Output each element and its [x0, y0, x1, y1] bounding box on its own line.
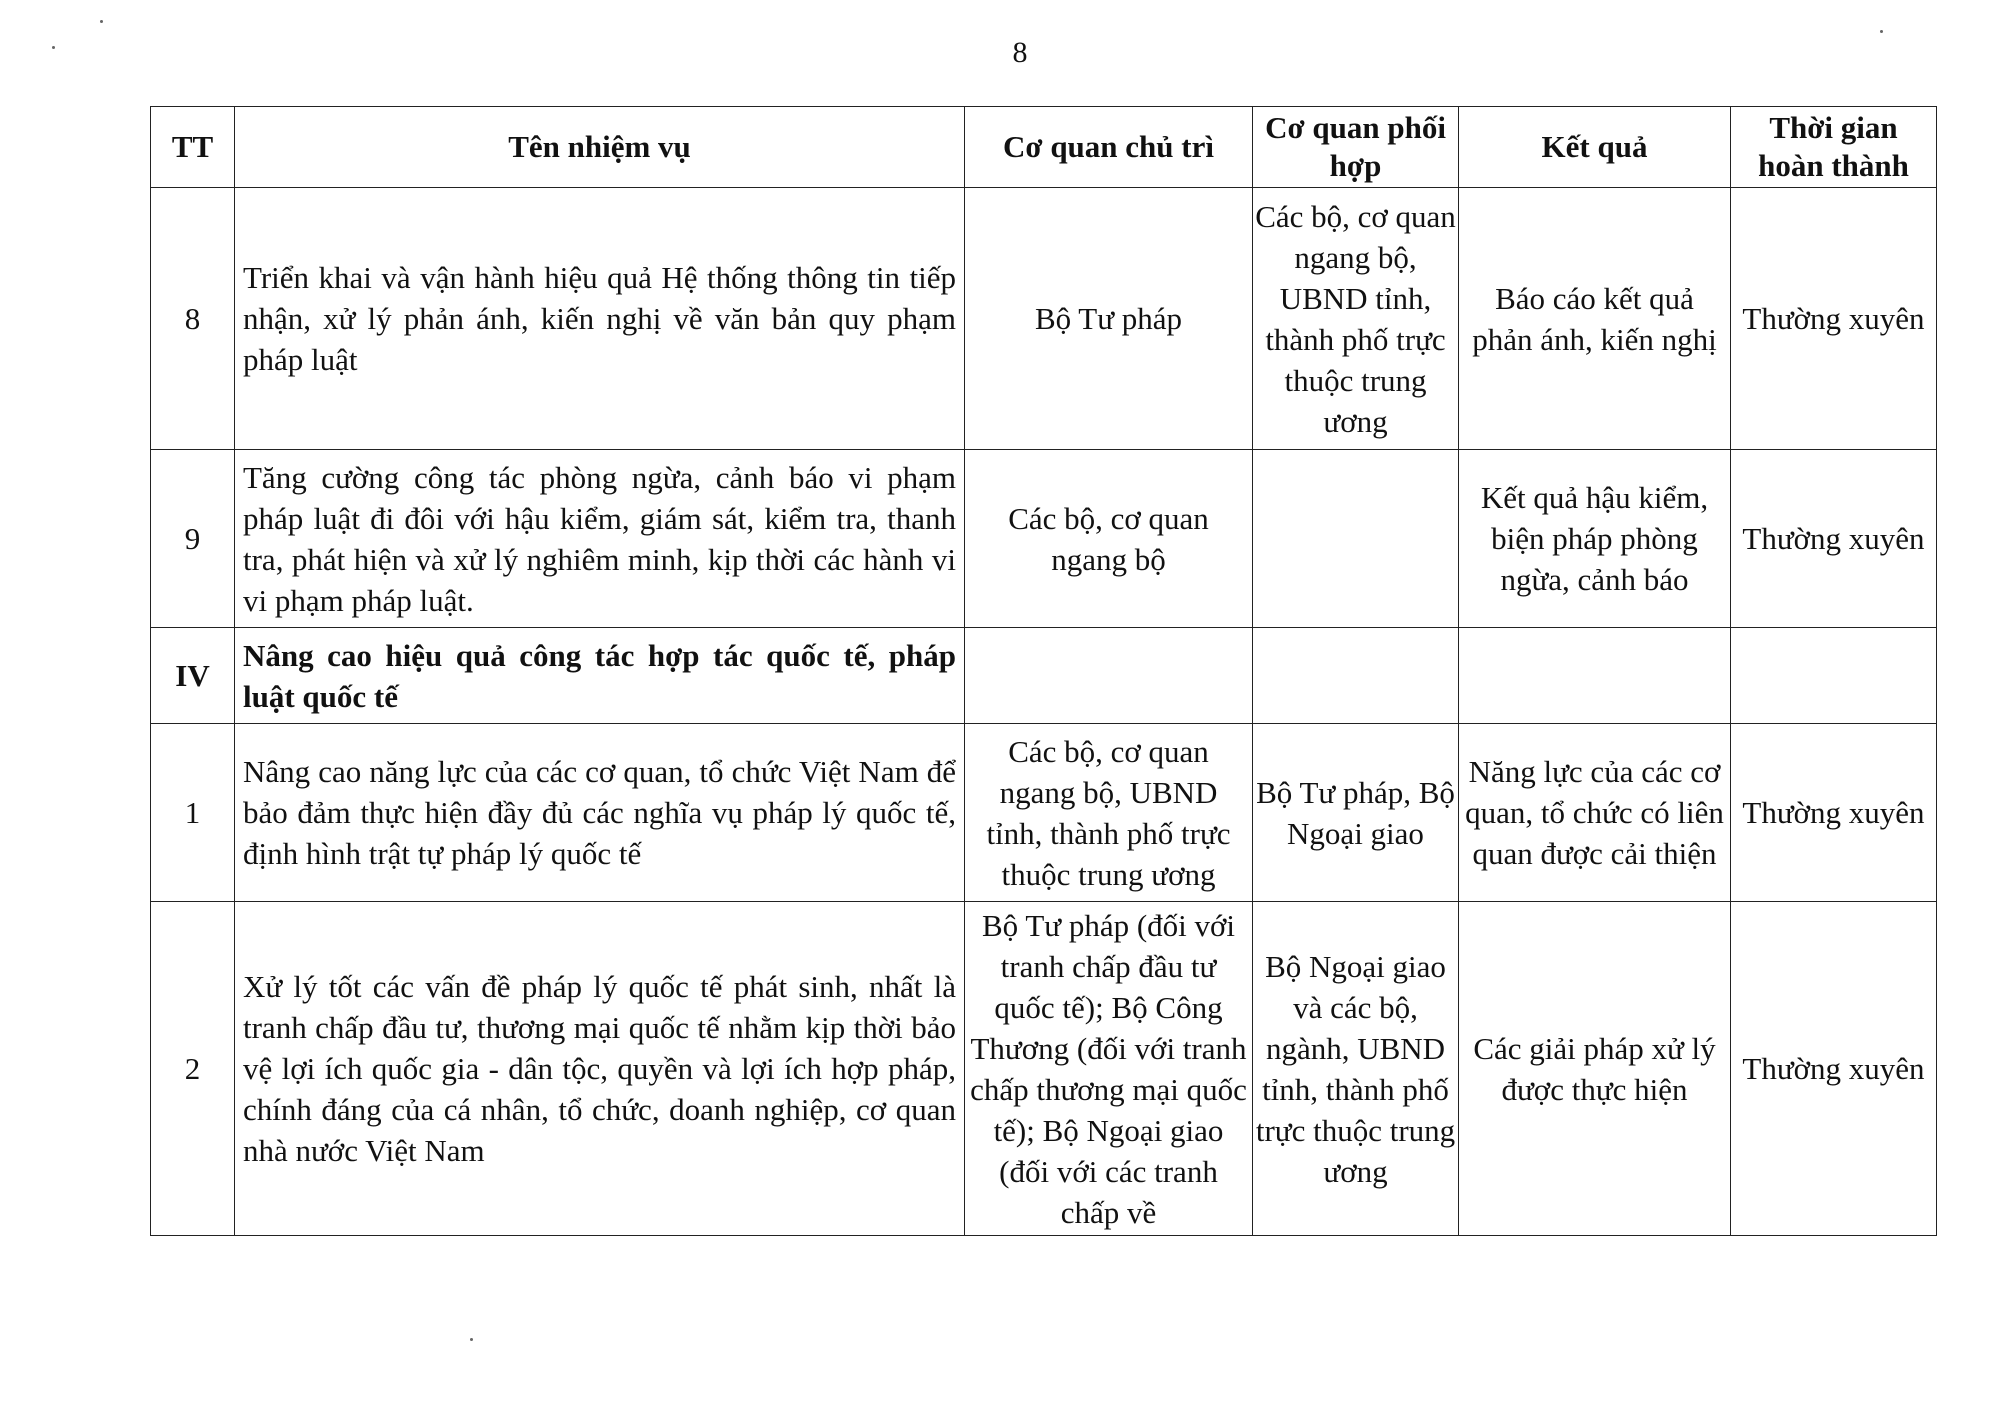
cell-deadline: Thường xuyên [1731, 724, 1937, 902]
cell-lead-agency: Các bộ, cơ quan ngang bộ [965, 450, 1253, 628]
header-coop-agency: Cơ quan phối hợp [1253, 107, 1459, 188]
cell-result: Kết quả hậu kiểm, biện pháp phòng ngừa, cảnh báo [1459, 450, 1731, 628]
scan-speck [470, 1338, 473, 1341]
table-row [151, 902, 1937, 1236]
section-row [151, 628, 1937, 724]
cell-task: Tăng cường công tác phòng ngừa, cảnh báo vi phạm pháp luật đi đôi với hậu kiểm, giám sát, kiểm tra, thanh tra, phát hiện và xử lý nghiêm minh, kịp thời các hành vi vi phạm pháp luật. [235, 450, 965, 628]
cell-lead-agency: Bộ Tư pháp (đối với tranh chấp đầu tư quốc tế); Bộ Công Thương (đối với tranh chấp thương mại quốc tế); Bộ Ngoại giao (đối với các tranh chấp về [965, 902, 1253, 1236]
cell-lead-agency: Các bộ, cơ quan ngang bộ, UBND tỉnh, thành phố trực thuộc trung ương [965, 724, 1253, 902]
section-title: Nâng cao hiệu quả công tác hợp tác quốc tế, pháp luật quốc tế [235, 628, 965, 724]
table-row [151, 724, 1937, 902]
cell-result: Năng lực của các cơ quan, tổ chức có liên quan được cải thiện [1459, 724, 1731, 902]
cell-empty [1731, 628, 1937, 724]
table-header-row [151, 107, 1937, 188]
section-number: IV [151, 628, 235, 724]
cell-deadline: Thường xuyên [1731, 450, 1937, 628]
table-row [151, 450, 1937, 628]
cell-tt: 1 [151, 724, 235, 902]
table-row [151, 188, 1937, 450]
header-tt: TT [151, 107, 235, 188]
cell-task: Xử lý tốt các vấn đề pháp lý quốc tế phát sinh, nhất là tranh chấp đầu tư, thương mại quốc tế nhằm kịp thời bảo vệ lợi ích quốc gia - dân tộc, quyền và lợi ích hợp pháp, chính đáng của cá nhân, tổ chức, doanh nghiệp, cơ quan nhà nước Việt Nam [235, 902, 965, 1236]
cell-deadline: Thường xuyên [1731, 188, 1937, 450]
header-result: Kết quả [1459, 107, 1731, 188]
cell-coop-agency: Các bộ, cơ quan ngang bộ, UBND tỉnh, thành phố trực thuộc trung ương [1253, 188, 1459, 450]
cell-tt: 2 [151, 902, 235, 1236]
cell-lead-agency: Bộ Tư pháp [965, 188, 1253, 450]
page-number: 8 [1012, 36, 1028, 69]
header-lead-agency: Cơ quan chủ trì [965, 107, 1253, 188]
cell-coop-agency [1253, 450, 1459, 628]
header-deadline: Thời gian hoàn thành [1731, 107, 1937, 188]
task-table [150, 106, 1937, 1236]
cell-result: Các giải pháp xử lý được thực hiện [1459, 902, 1731, 1236]
scan-speck [100, 20, 103, 23]
cell-task: Triển khai và vận hành hiệu quả Hệ thống thông tin tiếp nhận, xử lý phản ánh, kiến nghị về văn bản quy phạm pháp luật [235, 188, 965, 450]
header-task: Tên nhiệm vụ [235, 107, 965, 188]
cell-task: Nâng cao năng lực của các cơ quan, tổ chức Việt Nam để bảo đảm thực hiện đầy đủ các nghĩa vụ pháp lý quốc tế, định hình trật tự pháp lý quốc tế [235, 724, 965, 902]
scan-speck [52, 46, 55, 49]
cell-empty [1253, 628, 1459, 724]
cell-tt: 9 [151, 450, 235, 628]
cell-tt: 8 [151, 188, 235, 450]
cell-empty [965, 628, 1253, 724]
cell-coop-agency: Bộ Tư pháp, Bộ Ngoại giao [1253, 724, 1459, 902]
scan-speck [1880, 30, 1883, 33]
cell-deadline: Thường xuyên [1731, 902, 1937, 1236]
cell-result: Báo cáo kết quả phản ánh, kiến nghị [1459, 188, 1731, 450]
cell-empty [1459, 628, 1731, 724]
cell-coop-agency: Bộ Ngoại giao và các bộ, ngành, UBND tỉnh, thành phố trực thuộc trung ương [1253, 902, 1459, 1236]
